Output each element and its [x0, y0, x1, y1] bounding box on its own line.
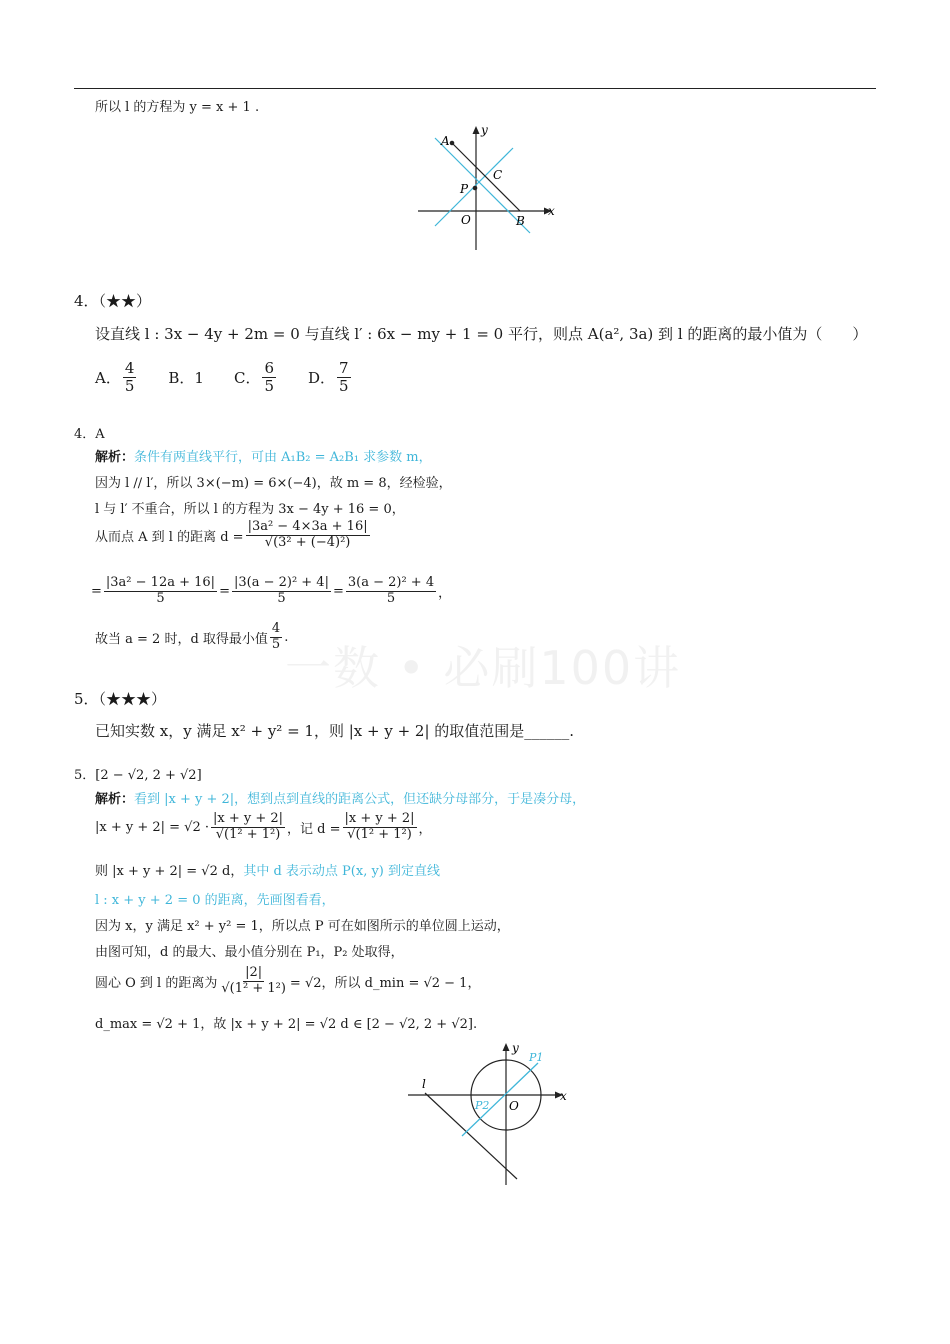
q5-heading: 5．（★★★）: [74, 690, 167, 708]
y-axis-arrow: [473, 126, 480, 134]
analysis-text: 看到 |x + y + 2|，想到点到直线的距离公式，但还缺分母部分，于是凑分母，: [134, 792, 586, 807]
figure-lines-through-p: [410, 118, 560, 254]
label-b: B: [516, 214, 525, 228]
step-fraction-1: $\frac{\text{|3a² − 12a + 16|}}{5}$: [105, 575, 216, 606]
a5-line2-black: 则 |x + y + 2| = √2 d，: [95, 864, 244, 879]
choice-a-fraction: $\frac{4}{5}$: [124, 359, 135, 396]
label-p2: P2: [475, 1099, 490, 1112]
a5-answer: 5．[2 − √2, 2 + √2]: [74, 768, 202, 783]
a5-line1-prefix: |x + y + 2| = √2 ·: [95, 819, 209, 835]
a5-analysis: [95, 788, 585, 807]
choice-c: [234, 360, 278, 396]
a4-line1: 因为 l // l′，所以 3×(−m) = 6×(−4)，故 m = 8，经检验，: [95, 476, 452, 491]
choice-a-label: A．: [95, 369, 121, 388]
choice-c-fraction: $\frac{6}{5}$: [264, 359, 274, 396]
a5-line2: [95, 860, 440, 879]
choice-b-label: B．: [168, 369, 195, 388]
point-a: [450, 141, 455, 146]
step-fraction-2: $\frac{\text{|3(a − 2)² + 4|}}{5}$: [233, 575, 329, 606]
a4-line4: = $\frac{\text{|3a² − 12a + 16|}}{5}$ = $\frac{\text{|3(a − 2)² + 4|}}{5}$ = $\frac{\text{3(a − 2)² + 4}}{5}$ ，: [91, 575, 452, 606]
a5-line4: 因为 x，y 满足 x² + y² = 1，所以点 P 可在如图所示的单位圆上运动，: [95, 919, 510, 934]
label-o: O: [461, 213, 471, 227]
a5-fraction-2: $\frac{|x + y + 2|}{\text{√(1² + 1²)}}$: [344, 811, 415, 842]
a5-fraction-3: $\frac{|2|}{\text{√(1² + 1²)}}$: [221, 965, 286, 996]
label-y: y: [481, 123, 488, 137]
a4-line3-prefix: 从而点 A 到 l 的距离 d =: [95, 529, 244, 545]
label-x: x: [560, 1089, 567, 1103]
a5-line1: |x + y + 2| = √2 · $\frac{|x + y + 2|}{\text{√(1² + 1²)}}$ ，记 d = $\frac{|x + y + 2|}{\text{√(1² + 1²)}}$ ，: [95, 811, 432, 842]
a5-line6-suffix: = √2，所以 d_min = √2 − 1，: [289, 975, 481, 991]
a5-line5: 由图可知，d 的最大、最小值分别在 P₁，P₂ 处取得，: [95, 945, 404, 960]
choice-b: [168, 367, 204, 388]
a5-line6-prefix: 圆心 O 到 l 的距离为: [95, 975, 218, 991]
a5-line7: d_max = √2 + 1，故 |x + y + 2| = √2 d ∈ [2 − √2, 2 + √2].: [95, 1017, 478, 1032]
choice-d-label: D．: [308, 369, 336, 388]
q4-heading: 4．（★★）: [74, 292, 152, 310]
label-o: O: [509, 1099, 519, 1113]
segment-ab: [452, 143, 520, 211]
distance-fraction: $\frac{\text{|3a² − 4×3a + 16|}}{\text{√(3² + (−4)²)}}$: [247, 519, 368, 550]
choice-b-value: 1: [194, 369, 204, 388]
label-y: y: [512, 1041, 519, 1055]
a4-analysis: [95, 446, 432, 465]
label-l: l: [422, 1077, 426, 1091]
perpendicular-segment: [462, 1063, 538, 1136]
a4-answer: 4．A: [74, 427, 105, 442]
label-x: x: [548, 204, 555, 218]
choice-a: [95, 360, 138, 396]
a4-line5-prefix: 故当 a = 2 时，d 取得最小值: [95, 631, 268, 647]
y-axis-arrow: [503, 1043, 510, 1051]
a5-fraction-1: $\frac{|x + y + 2|}{\text{√(1² + 1²)}}$: [213, 811, 284, 842]
analysis-label: 解析：: [95, 450, 135, 465]
label-p1: P1: [529, 1051, 544, 1064]
label-c: C: [493, 168, 503, 182]
label-p: P: [460, 182, 469, 196]
a5-line1-mid: ，记 d =: [287, 821, 341, 837]
analysis-label: 解析：: [95, 792, 135, 807]
a5-line3: l : x + y + 2 = 0 的距离，先画图看看，: [95, 893, 335, 908]
a4-line5: 故当 a = 2 时，d 取得最小值 $\frac{4}{5}$ .: [95, 621, 289, 652]
solution-line: 所以 l 的方程为 y = x + 1 .: [95, 100, 260, 115]
label-a: A: [441, 134, 450, 148]
choice-d-fraction: $\frac{7}{5}$: [339, 359, 349, 396]
a5-line6: [95, 966, 480, 997]
q5-stem: 已知实数 x，y 满足 x² + y² = 1，则 |x + y + 2| 的取值范围是______.: [95, 722, 575, 740]
figure-unit-circle: [400, 1040, 575, 1190]
a4-line2: l 与 l′ 不重合，所以 l 的方程为 3x − 4y + 16 = 0，: [95, 502, 405, 517]
choice-c-label: C．: [233, 369, 261, 388]
line-l: [425, 1093, 517, 1179]
q4-stem: 设直线 l : 3x − 4y + 2m = 0 与直线 l′ : 6x − my + 1 = 0 平行，则点 A(a², 3a) 到 l 的距离的最小值为（ ）: [95, 325, 868, 343]
a5-line2-blue: 其中 d 表示动点 P(x, y) 到定直线: [243, 864, 441, 879]
choice-d: [308, 360, 353, 396]
top-rule: [74, 88, 876, 89]
min-value-fraction: $\frac{4}{5}$: [271, 621, 281, 652]
watermark: 一数 • 必刷100讲: [285, 641, 682, 695]
step-fraction-3: $\frac{\text{3(a − 2)² + 4}}{5}$: [347, 575, 435, 606]
q4-choices: [95, 360, 353, 396]
analysis-text: 条件有两直线平行，可由 A₁B₂ = A₂B₁ 求参数 m，: [134, 450, 432, 465]
a4-line3: [95, 520, 372, 551]
point-p: [473, 186, 478, 191]
